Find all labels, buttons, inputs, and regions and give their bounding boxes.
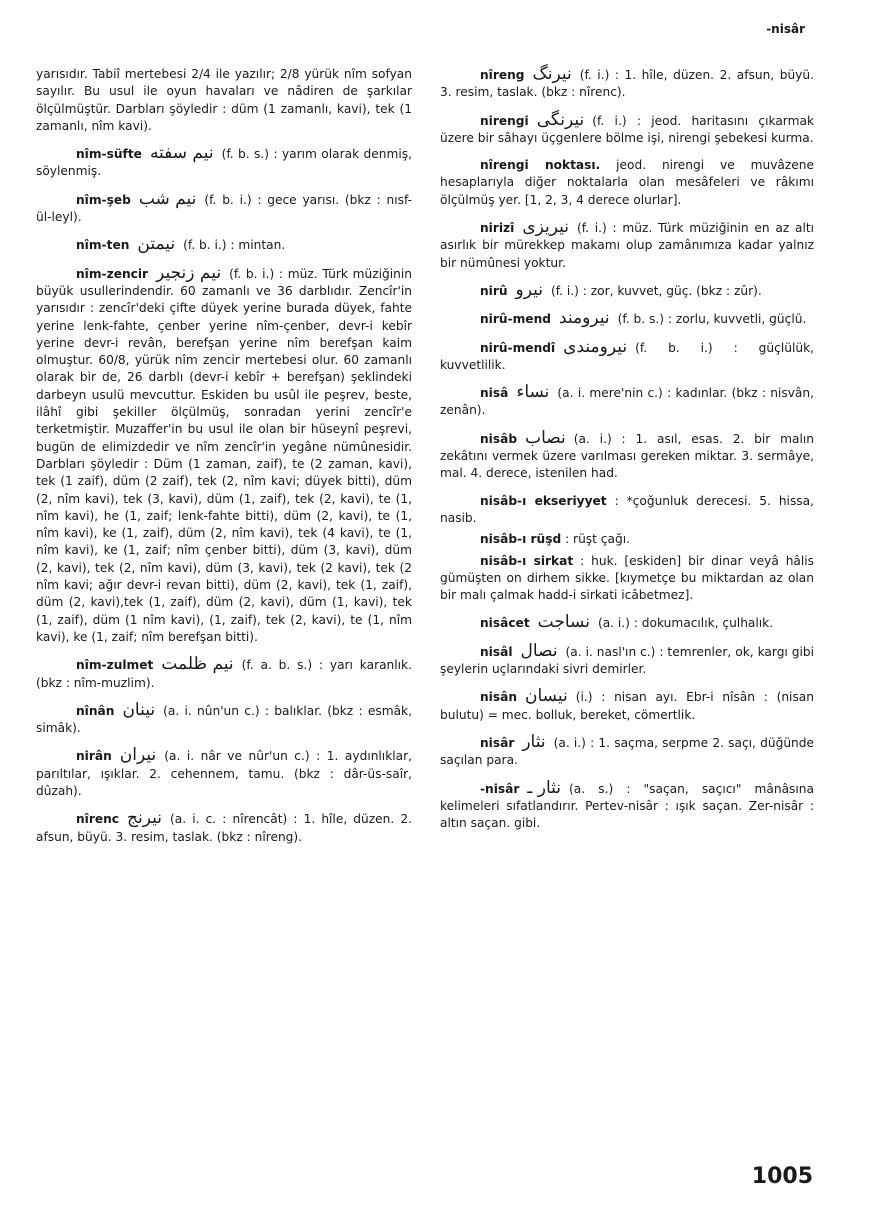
entry-headword: nirengi [480,113,529,128]
entry-headword: nirû [480,283,508,298]
entry-definition: (i.) : nisan ayı. Ebr-i nîsân : (nisan bulutu) = mec. bolluk, bereket, cömertlik. [440,690,814,722]
entry-headword: nirizî [480,221,515,236]
dictionary-entry [440,614,814,632]
right-entries [440,66,814,832]
entry-arabic-script: نیرنگ [532,64,572,84]
dictionary-entry [440,336,814,375]
running-head: -nisâr [766,22,805,36]
entry-headword: nîm-şeb [76,192,131,207]
entry-headword: nirân [76,749,112,764]
entry-headword: nisâr [480,735,515,750]
dictionary-entry [440,493,814,528]
dictionary-entry [440,384,814,420]
entry-continuation: yarısıdır. Tabiî mertebesi 2/4 ile yazılır; 2/8 yürük nîm sofyan sayılır. Bu usul ile oyun havaları ve nâdiren de şarkılar ölçülmüştür. Darbları şöyledir : düm (1 zamanlı, kavi), tek (1 zamanlı, nîm kavi). [36,67,412,133]
entry-headword: nisâb-ı rüşd [480,532,562,547]
dictionary-entry [36,188,412,227]
dictionary-entry [440,109,814,148]
dictionary-entry [440,279,814,300]
entry-headword: nîm-süfte [76,147,142,162]
entry-headword: nisâb [480,431,518,446]
entry-headword: nisâb-ı ekseriyyet [480,493,607,508]
entry-arabic-script: نیران [119,745,157,766]
entry-definition: (f. b. s.) : zorlu, kuvvetli, güçlü. [617,312,807,327]
entry-definition: (a. i.) : 1. saçma, serpme 2. saçı, düğünde saçılan para. [440,735,814,768]
dictionary-entry [36,747,412,800]
entry-headword: nîm-ten [76,238,130,253]
entry-definition: (f. b. i.) : güçlülük, kuvvetlilik. [440,340,814,372]
entry-arabic-script: نیسان [525,686,568,707]
dictionary-entry [36,699,412,738]
entry-definition: : *çoğunluk derecesi. 5. hissa, nasib. [440,493,814,525]
entry-definition: (f. b. s.) : yarım olarak denmiş, söylenmiş. [36,147,412,179]
entry-definition: (f. i.) : müz. Türk müziğinin en az altı asırlık bir mürekkep makamı olup zamânımıza kadar yalnız bir nümûnesi yoktur. [440,221,814,270]
entry-arabic-script: نیم سفته [149,143,214,164]
dictionary-entry [440,553,814,605]
entry-definition: (f. a. b. s.) : yarı karanlık. (bkz : nîm-muzlim). [36,658,412,690]
left-entries [36,145,412,846]
dictionary-entry [440,219,814,272]
entry-arabic-script: نیرو [515,279,543,300]
entry-definition: (a. i.) : 1. asıl, esas. 2. bir malın zekâtını vermek üzere varılması gereken miktar. 3. sermâye, mal. 4. derece, istenilen had. [440,431,814,481]
dictionary-entry [36,262,412,647]
entry-arabic-script: نساء [516,382,550,403]
entry-definition: : rüşt çağı. [565,532,630,547]
dictionary-entry [36,810,412,846]
entry-definition: (a. i.) : dokumacılık, çulhalık. [597,616,774,631]
page-number: 1005 [751,1164,813,1189]
entry-arabic-script: نیرومندی [563,336,628,357]
dictionary-entry [440,640,814,679]
entry-definition: (f. b. i.) : gece yarısı. (bkz : nısf-ül-leyl). [36,192,412,225]
entry-definition: jeod. nirengi ve muvâzene hesaplarıyla diğer noktalarla olan mesâfeleri ve râkımı ölçülmüş yer. [1, 2, 3, 4 derece olurlar]. [440,158,815,207]
entry-definition: (a. i. nûn'un c.) : balıklar. (bkz : esmâk, simâk). [36,703,412,736]
entry-definition: (a. i. nasl'ın c.) : temrenler, ok, kargı gibi şeylerin uçlarındaki sivri demirler. [440,644,814,677]
entry-arabic-script: نیم شب [138,188,197,209]
entry-headword: nirû-mendî [480,340,556,355]
entry-arabic-script: نساجت [537,612,590,633]
entry-arabic-script: نیرومند [558,308,610,329]
entry-headword: nîrenc [76,812,120,827]
entry-headword: nirû-mend [480,312,551,327]
dictionary-entry [440,310,814,328]
entry-headword: nîm-zulmet [76,658,154,673]
entry-definition: (a. i. c. : nîrencât) : 1. hîle, düzen. 2. afsun, büyü. 3. resim, taslak. (bkz : nîreng). [36,812,412,844]
dictionary-entry [440,157,814,209]
entry-arabic-script: نینان [122,699,156,720]
dictionary-entry [440,731,814,770]
entry-headword: nîreng [480,68,525,82]
entry-definition: : huk. [eskiden] bir dinar veyâ hâlis gümüşten on dirhem sikke. [kıymetçe bu miktardan az olan bir malı çalmak hadd-i sirkati icâbetmez]. [440,553,815,603]
entry-headword: nîrengi noktası. [480,158,601,173]
entry-headword: nîm-zencir [76,266,149,281]
entry-headword: nisâb-ı sirkat [480,553,574,568]
entry-headword: nisâl [480,644,513,659]
entry-arabic-script: نثار ـ [527,777,562,798]
entry-arabic-script: نیرنگی [536,109,585,130]
right-column [440,66,814,842]
entry-definition: (f. i.) : zor, kuvvet, güç. (bkz : zûr). [551,283,762,298]
dictionary-entry [440,777,814,833]
entry-definition: (a. i. nâr ve nûr'un c.) : 1. aydınlıklar, parıltılar, ışıklar. 2. cehennem, tamu. (bkz : dâr-üs-saîr, dûzah). [36,749,412,798]
left-column [36,66,412,856]
entry-arabic-script: نیم ظلمت [161,654,234,675]
dictionary-entry [36,236,412,254]
entry-definition: (a. s.) : "saçan, saçıcı" mânâsına kelimeleri sıfatlandırır. Pertev-nisâr : ışık saçan. Zer-nisâr : altın saçan. gibi. [440,781,814,831]
dictionary-entry [440,531,814,548]
entry-headword: -nisâr [480,781,520,796]
entry-definition: (f. b. i.) : müz. Türk müziğinin büyük usullerindendir. 60 zamanlı ve 36 darblıdır. Zencîr'in yarısıdır : zencîr'deki çifte düyek yerine burada düyek, fahte yerine lenk-fahte, çenber yerine nîm-çenber, devr-i kebîr yerine devr-i revân, berefşan yerine nîm berefşan kaim olmuştur. 60/8, yürük nîm zencir mertebesi olur. 60 zamanlı olarak bir de, 26 darblı (devr-i kebîr + berefşan) şeklindeki darbeyn usulü mevcuttur. Eskiden bu usûl ile peşrev, beste, ilâhî gibi şekiller ölçülmüş, sonradan yerini zencîr'e terketmiştir. Muzaffer'in bu usul ile olan bir hüseynî peşrevi, bugün de elimizdedir ve nîm zencîr'in yegâne nümûnesidir. Darbları şöyledir : Düm (1 zaman, zaif), te (2 zaman, kavi), tek (1 zaif), düm (2 zaif), tek (2, nîm kavi; düyek bitti), düm (2, nîm kavi), tek (3, kavi), düm (1, zaif), tek (2, kavi), te (1, nîm kavi), he (1, zaif; lenk-fahte bitti), düm (2, kavi), te (1, nîm kavi), ke (1, zaif), düm (2, nîm kavi), tek (4 kavi), te (1, nîm kavi), ke (1, zaif; nîm çenber bitti), düm (3, kavi), düm (2, kavi), tek (2, nîm kavi), düm (3, kavi), tek (2 kavi), tek (2 nîm kavi; ağır devr-i revan bitti), düm (2, kavi), tek (1, zaif), düm (2, kavi),tek (1, zaif), düm (2, kavi), düm (1, kavi), tek (1, zaif), düm (1 nîm kavi), (1, zaif), tek (2, kavi), te (1, nîm kavi), ke (1, zaif; nîm berefşan bitti). [36,266,412,644]
dictionary-entry [36,656,412,692]
entry-arabic-script: نثار [522,731,546,752]
entry-definition: (f. i.) : jeod. haritasını çıkarmak üzere bir sâhayı üçgenlere bölme işi, nirengi şebekesi kurma. [440,113,814,145]
dictionary-entry [36,145,412,181]
entry-definition: (f. b. i.) : mintan. [183,238,286,253]
entry-headword: nisân [480,690,518,705]
entry-definition: (f. i.) : 1. hîle, düzen. 2. afsun, büyü. 3. resim, taslak. (bkz : nîrenc). [440,68,814,100]
entry-arabic-script: نیرنج [127,808,162,829]
entry-definition: (a. i. mere'nin c.) : kadınlar. (bkz : nisvân, zenân). [440,386,814,418]
entry-headword: nînân [76,703,115,718]
entry-arabic-script: نیم زنجیر [156,262,222,283]
dictionary-entry [440,427,814,483]
entry-arabic-script: نیریزی [522,217,569,238]
dictionary-entry [440,66,814,102]
dictionary-entry [440,688,814,724]
entry-arabic-script: نصال [520,640,558,661]
entry-arabic-script: نصاب [525,427,566,448]
entry-arabic-script: نیمتن [137,234,176,255]
entry-headword: nisâcet [480,616,530,631]
entry-headword: nisâ [480,386,509,401]
